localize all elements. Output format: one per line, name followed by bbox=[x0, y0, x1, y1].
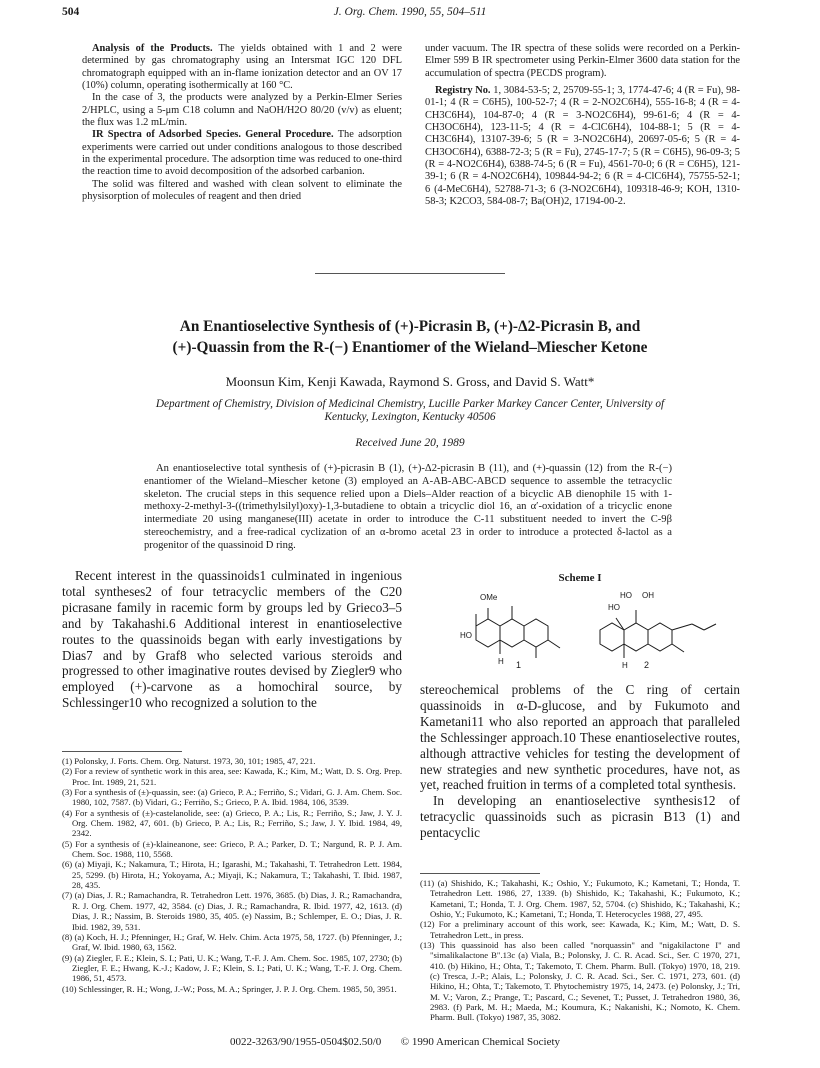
authors: Moonsun Kim, Kenji Kawada, Raymond S. Gross, and David S. Watt* bbox=[225, 374, 595, 389]
compound-2-structure bbox=[600, 610, 716, 658]
footnote: (7) (a) Dias, J. R.; Ramachandra, R. Tetrahedron Lett. 1976, 3685. (b) Dias, J. R.; Ramachandra, R. J. Org. Chem. 1977, 42, 3584. (c) Dias, J. R.; Ramachandra, R. Ibid. 1977, 42, 1613. (d) Dias, J. R.; Nassim, B. Steroids 1980, 35, 405. (e) Nassim, B.; Schlemper, E. O.; Dias, J. R. Ibid. 1982, 39, 531. bbox=[62, 890, 402, 932]
ho-label: HO bbox=[608, 603, 620, 612]
footer-code: 0022-3263/90/1955-0504$02.50/0 bbox=[230, 1036, 382, 1048]
footnote-rule-left bbox=[62, 751, 182, 752]
top-left-column bbox=[82, 43, 402, 203]
page-number: 504 bbox=[62, 6, 80, 18]
footnote: (3) For a synthesis of (±)-quassin, see: (a) Grieco, P. A.; Ferriño, S.; Vidari, G. J. Am. Chem. Soc. 1980, 102, 7587. (b) Vidari, G.; Ferriño, S.; Grieco, P. A. Ibid. 1984, 106, 3539. bbox=[62, 787, 402, 808]
footnote: (12) For a preliminary account of this work, see: Kawada, K.; Kim, M.; Watt, D. S. Tetrahedron Lett., in press. bbox=[420, 919, 740, 940]
top-right-column bbox=[425, 43, 740, 208]
paragraph-ir-spectra: IR Spectra of Adsorbed Species. General Procedure. The adsorption experiments were carried out under conditions analogous to those described in the experimental procedure. The adsorption time was reduced to one-third the reaction time to avoid decomposition of the adsorbed carbanion. bbox=[82, 129, 402, 178]
article-title-line-1: An Enantioselective Synthesis of (+)-Picrasin B, (+)-Δ2-Picrasin B, and bbox=[179, 318, 641, 335]
ome-label: OMe bbox=[480, 593, 498, 602]
affiliation-line-2: Kentucky, Lexington, Kentucky 40506 bbox=[324, 411, 496, 423]
paragraph-analysis: Analysis of the Products. The yields obtained with 1 and 2 were determined by gas chromatography using an Intersmat IGC 120 DFL chromatograph equipped with an in-flame ionization detector and an OV 17 (10%) column, operating isothermically at 160 °C. bbox=[82, 43, 402, 92]
oh-label: OH bbox=[642, 591, 654, 600]
compound-2-label: 2 bbox=[644, 660, 650, 670]
footnote: (6) (a) Miyaji, K.; Nakamura, T.; Hirota, H.; Igarashi, M.; Takahashi, T. Tetrahedron Lett. 1984, 25, 5299. (b) Hirota, H.; Yokoyama, A.; Miyaji, K.; Nakamura, T.; Takahashi, T. Ibid. 1987, 28, 435. bbox=[62, 859, 402, 891]
page-footer bbox=[230, 1036, 710, 1048]
intro-paragraph: Recent interest in the quassinoids1 culminated in ingenious total syntheses2 of four tetracyclic members of the C20 picrasane family in racemic form by groups led by Grieco3–5 and by Takahashi.6 Additional interest in enantioselective routes to the quassinoids began with early investigations by Dias7 and by Graf8 who selected various steroids and progressed to other imaginative routes devised by Ziegler9 who employed (+)-carvone as a homochiral source, by Schlessinger10 who recognized a solution to the bbox=[62, 568, 402, 711]
footnote-rule-right bbox=[420, 873, 540, 874]
body-paragraph: stereochemical problems of the C ring of certain quassinoids in α-D-glucose, and by Fukumoto and Kametani11 who also reported an approach that paralleled the Schlessinger approach.10 These enantioselective routes, although attractive vehicles for testing the development of new strategies and new synthetic procedures, have not, as yet, reached fruition in terms of a completed total synthesis. bbox=[420, 682, 740, 793]
body-paragraph: In developing an enantioselective synthesis12 of tetracyclic quassinoids such as picrasin B13 (1) and pentacyclic bbox=[420, 793, 740, 841]
footnote: (5) For a synthesis of (±)-klaineanone, see: Grieco, P. A.; Parker, D. T.; Nargund, R. P. J. Am. Chem. Soc. 1988, 110, 5568. bbox=[62, 838, 402, 860]
footnote: (11) (a) Shishido, K.; Takahashi, K.; Oshio, Y.; Fukumoto, K.; Kametani, T.; Honda, T. Tetrahedron Lett. 1986, 27, 1339. (b) Shishido, K.; Takahashi, K.; Fukumoto, K.; Kametani, T.; Honda, T. J. Org. Chem. 1987, 52, 5704. (c) Shishido, K.; Takahashi, K.; Oshio, Y.; Fukumoto, K.; Kametani, T.; Honda, T. Heterocycles 1988, 27, 495. bbox=[420, 878, 740, 920]
paragraph-solid: The solid was filtered and washed with clean solvent to eliminate the physisorption of molecules of reagent and then dried bbox=[82, 178, 402, 203]
affiliation-line-1: Department of Chemistry, Division of Medicinal Chemistry, Lucille Parker Markey Cancer Center, University of bbox=[155, 398, 665, 410]
footer-copyright: © 1990 American Chemical Society bbox=[400, 1036, 561, 1048]
article-title-line-2: (+)-Quassin from the R-(−) Enantiomer of the Wieland–Miescher Ketone bbox=[172, 339, 648, 356]
paragraph-ir-cont: under vacuum. The IR spectra of these solids were recorded on a Perkin-Elmer 599 B IR spectrometer using Perkin-Elmer 3600 data station for the accumulation of spectra (PECDS program). bbox=[425, 43, 740, 79]
footnote: (8) (a) Koch, H. J.; Pfenninger, H.; Graf, W. Helv. Chim. Acta 1975, 58, 1727. (b) Pfenninger, J.; Graf, W. Ibid. 1980, 63, 1562. bbox=[62, 931, 402, 953]
running-header: J. Org. Chem. 1990, 55, 504–511 bbox=[333, 6, 487, 18]
section-divider bbox=[315, 273, 505, 274]
h-label: H bbox=[622, 661, 628, 670]
footnotes-left bbox=[62, 756, 402, 994]
compound-1-structure bbox=[476, 606, 560, 658]
footnote: (4) For a synthesis of (±)-castelanolide, see: (a) Grieco, P. A.; Lis, R.; Ferriño, S.; Jaw, J. Y. J. Org. Chem. 1982, 47, 601. (b) Grieco, P. A.; Lis, R.; Ferriño, S.; Jaw, J. Y. Ibid. 1984, 49, 2342. bbox=[62, 807, 402, 839]
footnote: (13) This quassinoid has also been called "norquassin" and "nigakilactone I" and "simalikalactone B".13c (a) Viala, B.; Polonsky, J. C. R. Acad. Sci., Ser. C 1970, 271, 410. (b) Hikino, H.; Ohta, T.; Takemoto, T. Chem. Pharm. Bull. (Tokyo) 1970, 18, 219. (c) Tresca, J.-P.; Alais, L.; Polonsky, J. C. R. Acad. Sci., Ser. C. 1971, 273, 601. (d) Hikino, H.; Ohta, T.; Takemoto, T. Phytochemistry 1975, 14, 2473. (e) Polonsky, J.; Tri, M. V.; Varon, Z.; Prange, T.; Pascard, C.; Sevenet, T.; Pusset, J. Tetrahedron 1980, 36, 2983. (f) Park, M. H.; Maeda, M.; Koumura, K.; Nakanishi, K.; Nomoto, K. Chem. Pharm. Bull. (Tokyo) 1987, 35, 3082. bbox=[420, 940, 740, 1023]
compound-1-label: 1 bbox=[516, 660, 522, 670]
footnote: (9) (a) Ziegler, F. E.; Klein, S. I.; Pati, U. K.; Wang, T.-F. J. Am. Chem. Soc. 1985, 107, 2730; (b) Ziegler, F. E.; Hwang, K.-J.; Kadow, J. F.; Klein, S. I.; Pati, U. K.; Wang, T.-F. J. Org. Chem. 1986, 51, 4573. bbox=[62, 952, 402, 984]
registry-numbers: Registry No. 1, 3084-53-5; 2, 25709-55-1; 3, 1774-47-6; 4 (R = Fu), 98-01-1; 4 (R = C6H5), 100-52-7; 4 (R = 2-NO2C6H4), 555-16-8; 4 (R = 4-CH3C6H4), 104-87-0; 4 (R = 3-NO2C6H4), 99-61-6; 4 (R = 4-CH3OC6H4), 123-11-5; 4 (R = 4-ClC6H4), 104-88-1; 5 (R = 4-CH3C6H4), 13107-39-6; 5 (R = 3-NO2C6H4), 20697-05-6; 5 (R = 4-CH3OC6H4), 6388-72-3; 5 (R = Fu), 2745-17-7; 5 (R = C6H5), 96-09-3; 5 (R = 4-NO2C6H4), 6388-74-5; 6 (R = Fu), 4561-70-0; 6 (R = C6H5), 121-39-1; 6 (R = 4-NO2C6H4), 109844-94-2; 6 (R = 4-ClC6H4), 75755-52-1; 6 (4-MeC6H4), 52788-71-3; 6 (3-NO2C6H4), 109318-46-9; KOH, 1310-58-3; K2CO3, 584-08-7; Ba(OH)2, 17194-00-2. bbox=[425, 85, 740, 208]
scheme-title: Scheme I bbox=[558, 572, 602, 584]
footnotes-right bbox=[420, 878, 740, 1023]
footnote: (2) For a review of synthetic work in this area, see: Kawada, K.; Kim, M.; Watt, D. S. Org. Prep. Proc. Int. 1989, 21, 521. bbox=[62, 766, 402, 787]
ho-label: HO bbox=[460, 631, 472, 640]
scheme-structures bbox=[420, 588, 740, 674]
abstract: An enantioselective total synthesis of (+)-picrasin B (1), (+)-Δ2-picrasin B (11), and (+)-quassin (12) from the R-(−) enantiomer of the Wieland–Miescher ketone (3) employed an A-AB-ABC-ABCD sequence to assemble the tetracyclic skeleton. The crucial steps in this sequence relied upon a Diels–Alder reaction of a bicyclic AB dienophile 15 with 1-methoxy-2-methyl-3-((trimethylsilyl)oxy)-1,3-butadiene to obtain a tricyclic diol 16, an α′-oxidation of a tricyclic enone intermediate 20 using manganese(III) acetate in order to introduce the C-11 substituent needed to invert the C-9β stereochemistry, and a free-radical cyclization of an α-bromo acetal 23 in order to introduce a protected δ-lactol as a progenitor of the quassinoid D ring. bbox=[144, 463, 672, 551]
footnote: (1) Polonsky, J. Forts. Chem. Org. Naturst. 1973, 30, 101; 1985, 47, 221. bbox=[62, 756, 316, 766]
footnote: (10) Schlessinger, R. H.; Wong, J.-W.; Poss, M. A.; Springer, J. P. J. Org. Chem. 1985, 50, 3951. bbox=[62, 983, 397, 994]
ho-label: HO bbox=[620, 591, 632, 600]
paragraph-hplc: In the case of 3, the products were analyzed by a Perkin-Elmer Series 2/HPLC, using a 5-μm C18 column and NaOH/H2O 80/20 (v/v) as eluent; the flux was 1.2 mL/min. bbox=[82, 92, 402, 129]
body-right-column bbox=[420, 682, 740, 841]
received-date: Received June 20, 1989 bbox=[355, 437, 465, 449]
h-label: H bbox=[498, 657, 504, 666]
body-left-column bbox=[62, 568, 402, 711]
abstract-block bbox=[144, 463, 672, 553]
